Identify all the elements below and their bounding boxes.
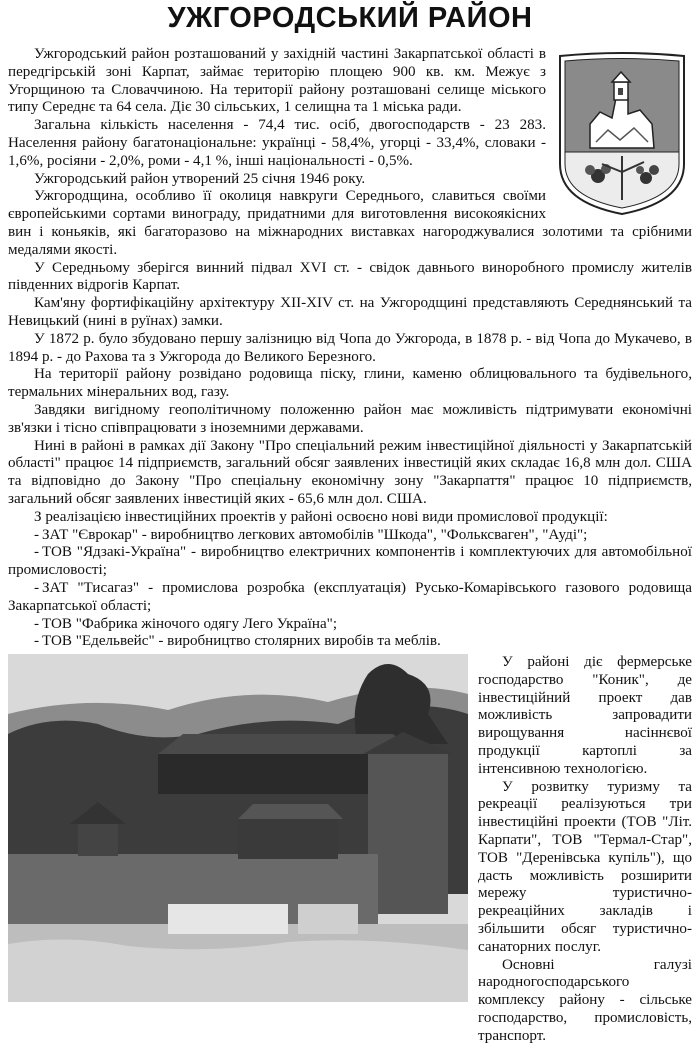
paragraph: У районі діє фермерське господарство "Коник", де інвестиційний проект дав можливість запровадити вирощування насіннєвої продукції картоплі за інтенсивною технологією.: [478, 654, 692, 777]
paragraph: У Середньому зберігся винний підвал XVI ст. - свідок давнього виноробного промислу жителів південних відрогів Карпат.: [8, 259, 692, 294]
paragraph: З реалізацією інвестиційних проектів у районі освоєно нові види промислової продукції:: [34, 508, 608, 525]
list-marker: -: [34, 633, 40, 650]
list-item: - ТОВ "Едельвейс" - виробництво столярних виробів та меблів.: [8, 633, 692, 651]
paragraph: Ужгородський район розташований у західній частині Закарпатської області в передгірській зоні Карпат, займає територію площею 900 кв. км. Межує з Угорщиною та Словаччиною. На території району розташовані селище міського типу Середнє та 64 села. Діє 30 сільських, 1 селищна та 1 міська ради.: [8, 46, 546, 116]
list-marker: -: [34, 615, 40, 632]
paragraph: У 1872 р. було збудовано першу залізницю від Чопа до Ужгорода, в 1878 р. - від Чопа до Мукачево, в 1894 р. - до Рахова та з Ужгорода до Великого Березного.: [8, 330, 692, 365]
page-title: УЖГОРОДСЬКИЙ РАЙОН: [167, 2, 533, 34]
paragraph: Завдяки вигідному геополітичному положенню район має можливість підтримувати економічні зв'язки і тісно співпрацювати з іноземними державами.: [8, 401, 692, 436]
list-item: - ЗАТ "Єврокар" - виробництво легкових автомобілів "Шкода", "Фольксваген", "Ауді";: [8, 527, 692, 545]
list-marker: -: [34, 579, 40, 596]
paragraph: Кам'яну фортифікаційну архітектуру XII-XIV ст. на Ужгородщині представляють Середнянський та Невицький (нині в руїнах) замки.: [8, 295, 692, 329]
mill-photo: [8, 654, 468, 1002]
paragraph: Ужгородський район утворений 25 січня 1946 року.: [34, 170, 366, 187]
paragraph: Основні галузі народногосподарського комплексу району - сільське господарство, промисловість, транспорт.: [478, 956, 692, 1044]
list-item: - ТОВ "Фабрика жіночого одягу Лего Україна";: [8, 616, 692, 634]
list-marker: -: [34, 544, 40, 561]
side-text: [478, 654, 692, 1046]
main-text: [8, 46, 692, 651]
list-item: - ЗАТ "Тисагаз" - промислова розробка (експлуатація) Русько-Комарівського газового родовища Закарпатської області;: [8, 579, 692, 614]
paragraph: Ужгородщина, особливо її околиця навкруги Середнього, славиться своїми європейськими сортами винограду, придатними для виготовлення високоякісних вин і коньяків, які багаторазово на міжнародних виставках нагороджувалися золотими та срібними медалями якості.: [8, 188, 692, 258]
list-marker: -: [34, 526, 40, 543]
paragraph: Нині в районі в рамках дії Закону "Про спеціальний режим інвестиційної діяльності у Закарпатській області" працює 14 підприємств, загальний обсяг заявлених інвестицій яких складає 16,8 млн дол. США та відповідно до Закону "Про спеціальну економічну зону "Закарпаття" працює 10 підприємств, загальний обсяг заявлених інвестицій яких - 65,6 млн дол. США.: [8, 437, 692, 507]
paragraph: На території району розвідано родовища піску, глини, каменю облицювального та будівельного, термальних мінеральних вод, газу.: [8, 366, 692, 401]
list-item: - ТОВ "Ядзакі-Україна" - виробництво електричних компонентів і комплектуючих для автомобільної промисловості;: [8, 544, 692, 579]
paragraph: У розвитку туризму та рекреації реалізуються три інвестиційні проекти (ТОВ "Літ. Карпати", ТОВ "Термал-Стар", ТОВ "Деренівська купіль"), що дасть можливість розширити мережу туристично-рекреаційних закладів і збільшити обсяг туристично-санаторних послуг.: [478, 778, 692, 955]
paragraph: Загальна кількість населення - 74,4 тис. осіб, двогосподарств - 23 283. Населення району багатонаціональне: українці - 58,4%, угорці - 33,4%, словаки - 1,6%, росіяни - 2,0%, роми - 4,1 %, інші національності - 0,5%.: [8, 117, 546, 169]
